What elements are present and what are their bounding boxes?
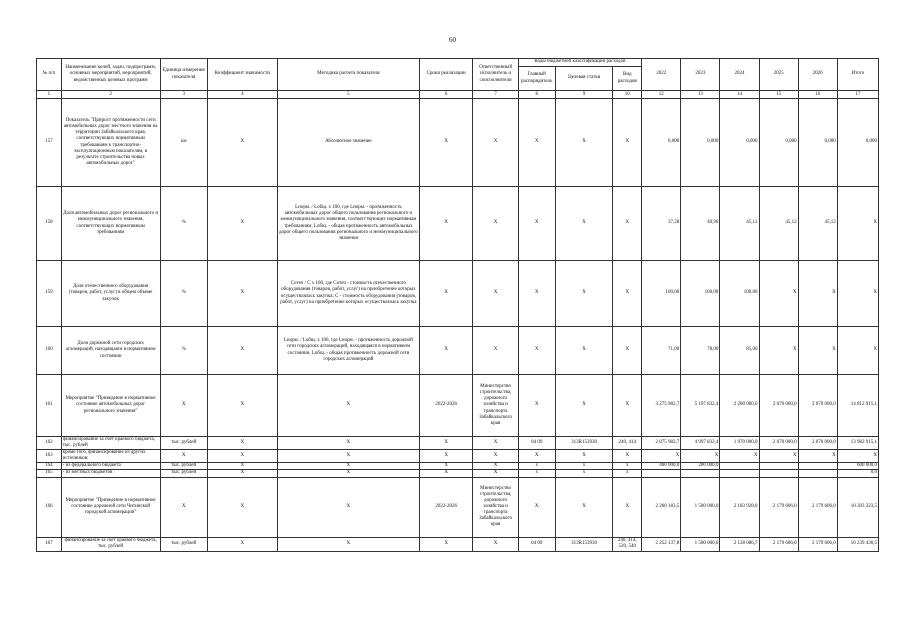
- row-value-2023: 40,96: [681, 187, 720, 261]
- row-responsible: X: [473, 463, 518, 470]
- row-value-2026: [798, 463, 837, 470]
- row-name: Мероприятие "Приведение в нормативное состояние дорожной сети Читинской городской агломерации": [61, 477, 160, 537]
- row-terms: X: [419, 537, 473, 551]
- column-number: 14: [720, 91, 759, 99]
- row-unit: %: [160, 327, 207, 375]
- row-terms: X: [419, 261, 473, 327]
- row-value-2022: 2 252 137,8: [642, 537, 681, 551]
- row-value-2023: [681, 470, 720, 477]
- row-target-article: X: [555, 261, 613, 327]
- column-number: 8: [518, 91, 555, 99]
- row-method: Lнорм. / Lобщ. x 100, где Lнорм. - протяженность автомобильных дорог общего пользования регионального и межмуниципального значения, соответствующих нормативным требованиям, Lобщ. - общая протяженность автомобильных дорог общего пользования регионального и межмуниципального значения: [277, 187, 419, 261]
- column-number: 5: [277, 91, 419, 99]
- row-value-2026: 45,12: [798, 187, 837, 261]
- row-value-2026: 2 179 606,0: [798, 477, 837, 537]
- row-responsible: X: [473, 187, 518, 261]
- row-expense-type: X: [613, 261, 642, 327]
- row-value-2022: 2 875 982,7: [642, 437, 681, 450]
- row-unit: тыс. рублей: [160, 437, 207, 450]
- row-value-2024: [720, 470, 759, 477]
- column-number: 16: [798, 91, 837, 99]
- row-value-2026: X: [798, 450, 837, 463]
- row-expense-type: X: [613, 99, 642, 187]
- row-total: 0,000: [837, 99, 878, 187]
- row-main-manager: X: [518, 477, 555, 537]
- table-row: [37, 437, 879, 450]
- row-method: X: [277, 463, 419, 470]
- row-value-2025: X: [759, 261, 798, 327]
- row-value-2024: 100,00: [720, 261, 759, 327]
- row-responsible: Министерство строительства, дорожного хозяйства и транспорта Забайкальского края: [473, 375, 518, 437]
- row-responsible: X: [473, 99, 518, 187]
- row-method: X: [277, 537, 419, 551]
- row-target-article: 313R153930: [555, 437, 613, 450]
- page-number: 60: [449, 36, 456, 44]
- row-responsible: X: [473, 470, 518, 477]
- row-value-2022: 37,28: [642, 187, 681, 261]
- row-unit: тыс. рублей: [160, 537, 207, 551]
- header-unit: Единица измерения показателя: [160, 59, 207, 91]
- table-row: [37, 99, 879, 187]
- table-row: [37, 450, 879, 463]
- row-number: 164: [37, 463, 62, 470]
- row-value-2023: 1 500 000,0: [681, 477, 720, 537]
- row-main-manager: X: [518, 261, 555, 327]
- row-total: 10 239 436,5: [837, 537, 878, 551]
- row-terms: X: [419, 470, 473, 477]
- row-number: 159: [37, 261, 62, 327]
- row-value-2024: 1 970 000,0: [720, 437, 759, 450]
- row-coefficient: X: [207, 187, 277, 261]
- header-terms: Сроки реализации: [419, 59, 473, 91]
- row-terms: X: [419, 99, 473, 187]
- table-row: [37, 327, 879, 375]
- row-total: 600 000,0: [837, 463, 878, 470]
- row-value-2025: X: [759, 450, 798, 463]
- row-target-article: X: [555, 99, 613, 187]
- row-name: Показатель "Прирост протяженности сети автомобильных дорог местного значения на территории Забайкальского края, соответствующих нормативным требованиям к транспортно-эксплуатационным показателям, в результате строительства новых автомобильных дорог": [61, 99, 160, 187]
- row-name: - из местных бюджетов: [61, 470, 160, 477]
- row-name: финансирование за счет краевого бюджета, тыс. рублей: [61, 437, 160, 450]
- column-number: 1: [37, 91, 62, 99]
- row-value-2023: 200 000,0: [681, 463, 720, 470]
- row-total: X: [837, 450, 878, 463]
- row-coefficient: X: [207, 327, 277, 375]
- row-value-2023: 78,00: [681, 327, 720, 375]
- row-terms: 2022-2026: [419, 477, 473, 537]
- header-target-article: Целевая статья: [555, 67, 613, 91]
- row-terms: X: [419, 463, 473, 470]
- row-expense-type: X: [613, 477, 642, 537]
- column-number: 7: [473, 91, 518, 99]
- row-method: X: [277, 470, 419, 477]
- row-value-2025: 2 179 606,0: [759, 477, 798, 537]
- row-unit: тыс. рублей: [160, 470, 207, 477]
- row-number: 157: [37, 99, 62, 187]
- row-value-2023: 1 500 000,0: [681, 537, 720, 551]
- row-terms: X: [419, 187, 473, 261]
- row-value-2025: [759, 470, 798, 477]
- row-method: Lнорм. / Lобщ. x 100, где Lнорм. - протяженность дорожной сети городских агломераций, находящаяся в нормативном состоянии, Lобщ. - общая протяженность дорожной сети городских агломераций: [277, 327, 419, 375]
- row-value-2024: 2 183 928,0: [720, 477, 759, 537]
- column-number: 3: [160, 91, 207, 99]
- table-row: [37, 470, 879, 477]
- row-main-manager: x: [518, 463, 555, 470]
- row-terms: X: [419, 437, 473, 450]
- header-coefficient: Коэффициент значимости: [207, 59, 277, 91]
- header-year-2025: 2025: [759, 59, 798, 91]
- row-value-2022: [642, 470, 681, 477]
- row-value-2023: 5 197 832,4: [681, 375, 720, 437]
- row-total: X: [837, 327, 878, 375]
- row-unit: %: [160, 261, 207, 327]
- row-expense-type: X: [613, 187, 642, 261]
- row-value-2024: 85,00: [720, 327, 759, 375]
- row-name: кроме того, финансирование из других источников:: [61, 450, 160, 463]
- row-method: X: [277, 477, 419, 537]
- row-total: 0,0: [837, 470, 878, 477]
- table-row: [37, 261, 879, 327]
- row-total: 13 982 915,1: [837, 437, 878, 450]
- column-number: 15: [759, 91, 798, 99]
- row-terms: X: [419, 450, 473, 463]
- row-value-2025: 2 070 000,0: [759, 437, 798, 450]
- row-value-2022: 100,00: [642, 261, 681, 327]
- row-total: 10 303 323,5: [837, 477, 878, 537]
- row-main-manager: X: [518, 327, 555, 375]
- row-number: 166: [37, 477, 62, 537]
- row-coefficient: X: [207, 375, 277, 437]
- row-value-2023: 0,000: [681, 99, 720, 187]
- row-target-article: x: [555, 470, 613, 477]
- row-value-2022: 400 000,0: [642, 463, 681, 470]
- row-value-2026: X: [798, 261, 837, 327]
- row-value-2022: 0,000: [642, 99, 681, 187]
- row-value-2024: 2 128 086,7: [720, 537, 759, 551]
- column-number-row: [37, 91, 879, 99]
- table-row: [37, 463, 879, 470]
- column-number: 6: [419, 91, 473, 99]
- row-unit: км: [160, 99, 207, 187]
- row-main-manager: x: [518, 470, 555, 477]
- row-coefficient: X: [207, 450, 277, 463]
- row-value-2024: X: [720, 450, 759, 463]
- row-name: финансирование за счет краевого бюджета, тыс. рублей: [61, 537, 160, 551]
- row-value-2025: 0,000: [759, 99, 798, 187]
- column-number: 13: [681, 91, 720, 99]
- row-number: 163: [37, 450, 62, 463]
- row-main-manager: X: [518, 450, 555, 463]
- row-coefficient: X: [207, 477, 277, 537]
- row-value-2025: 45,12: [759, 187, 798, 261]
- row-value-2024: 0,000: [720, 99, 759, 187]
- row-total: 14 812 915,1: [837, 375, 878, 437]
- row-responsible: X: [473, 450, 518, 463]
- table-row: [37, 537, 879, 551]
- row-method: Сотеч / С x 100, где Сотеч - стоимость отечественного оборудования (товаров, работ, услуг) на приобретение которых осуществлялась закупка; С - стоимость оборудования (товаров, работ, услуг) на приобретение которых осуществлялась закупка: [277, 261, 419, 327]
- row-value-2022: 3 275 982,7: [642, 375, 681, 437]
- row-value-2025: 2 070 000,0: [759, 375, 798, 437]
- column-number: 2: [61, 91, 160, 99]
- row-target-article: X: [555, 187, 613, 261]
- row-value-2025: [759, 463, 798, 470]
- row-main-manager: 04 09: [518, 437, 555, 450]
- row-value-2022: 2 260 183,5: [642, 477, 681, 537]
- row-expense-type: X: [613, 375, 642, 437]
- row-responsible: X: [473, 437, 518, 450]
- row-expense-type: X: [613, 450, 642, 463]
- row-expense-type: X: [613, 327, 642, 375]
- row-name: Мероприятие "Приведение в нормативное состояние автомобильных дорог регионального значения": [61, 375, 160, 437]
- table-row: [37, 187, 879, 261]
- header-budget-codes: Коды бюджетной классификации расходов: [518, 59, 642, 67]
- row-value-2022: X: [642, 450, 681, 463]
- row-coefficient: X: [207, 261, 277, 327]
- row-value-2022: 71,00: [642, 327, 681, 375]
- header-year-2023: 2023: [681, 59, 720, 91]
- column-number: 4: [207, 91, 277, 99]
- row-main-manager: X: [518, 375, 555, 437]
- table-row: [37, 477, 879, 537]
- header-year-2026: 2026: [798, 59, 837, 91]
- row-name: Доля отечественного оборудования (товаров, работ, услуг) в общем объеме закупок: [61, 261, 160, 327]
- row-expense-type: x: [613, 463, 642, 470]
- header-number: № п/п: [37, 59, 62, 91]
- row-value-2024: [720, 463, 759, 470]
- row-name: Доля дорожной сети городских агломераций, находящаяся в нормативном состоянии: [61, 327, 160, 375]
- row-number: 161: [37, 375, 62, 437]
- row-responsible: X: [473, 261, 518, 327]
- row-target-article: X: [555, 375, 613, 437]
- row-target-article: x: [555, 463, 613, 470]
- header-year-2022: 2022: [642, 59, 681, 91]
- row-number: 162: [37, 437, 62, 450]
- program-indicators-table: [36, 58, 879, 552]
- row-value-2023: 4 997 832,4: [681, 437, 720, 450]
- header-year-2024: 2024: [720, 59, 759, 91]
- row-coefficient: X: [207, 470, 277, 477]
- row-target-article: X: [555, 477, 613, 537]
- row-expense-type: 240, 414: [613, 437, 642, 450]
- row-unit: X: [160, 450, 207, 463]
- row-number: 160: [37, 327, 62, 375]
- header-method: Методика расчета показателя: [277, 59, 419, 91]
- header-responsible: Ответственный исполнитель и соисполнители: [473, 59, 518, 91]
- column-number: 10: [613, 91, 642, 99]
- row-name: - из федерального бюджета: [61, 463, 160, 470]
- row-value-2023: X: [681, 450, 720, 463]
- row-total: X: [837, 187, 878, 261]
- column-number: 9: [555, 91, 613, 99]
- row-responsible: X: [473, 537, 518, 551]
- row-method: X: [277, 375, 419, 437]
- row-value-2026: [798, 470, 837, 477]
- row-method: X: [277, 437, 419, 450]
- column-number: 17: [837, 91, 878, 99]
- row-value-2025: 2 179 606,0: [759, 537, 798, 551]
- row-unit: X: [160, 375, 207, 437]
- row-unit: тыс. рублей: [160, 463, 207, 470]
- row-terms: X: [419, 327, 473, 375]
- row-expense-type: 240, 414, 520, 540: [613, 537, 642, 551]
- row-value-2026: 2 179 606,0: [798, 537, 837, 551]
- row-method: X: [277, 450, 419, 463]
- header-expense-type: Вид расходов: [613, 67, 642, 91]
- column-number: 12: [642, 91, 681, 99]
- header-name: Наименование целей, задач, подпрограмм, основных мероприятий, мероприятий, ведомственных целевых программ: [61, 59, 160, 91]
- row-value-2026: 0,000: [798, 99, 837, 187]
- row-unit: X: [160, 477, 207, 537]
- row-responsible: Министерство строительства, дорожного хозяйства и транспорта Забайкальского края: [473, 477, 518, 537]
- row-main-manager: X: [518, 99, 555, 187]
- row-target-article: X: [555, 450, 613, 463]
- row-coefficient: X: [207, 537, 277, 551]
- row-value-2024: 45,12: [720, 187, 759, 261]
- row-target-article: 313R153930: [555, 537, 613, 551]
- row-name: Доля автомобильных дорог регионального и межмуниципального значения, соответствующих нормативным требованиям: [61, 187, 160, 261]
- row-terms: 2022-2026: [419, 375, 473, 437]
- row-responsible: X: [473, 327, 518, 375]
- header-total: Итого: [837, 59, 878, 91]
- table-row: [37, 375, 879, 437]
- row-number: 158: [37, 187, 62, 261]
- row-unit: %: [160, 187, 207, 261]
- row-coefficient: X: [207, 437, 277, 450]
- header-main-manager: Главный распорядитель: [518, 67, 555, 91]
- row-value-2026: X: [798, 327, 837, 375]
- row-number: 167: [37, 537, 62, 551]
- row-value-2026: 2 070 000,0: [798, 375, 837, 437]
- row-coefficient: X: [207, 99, 277, 187]
- row-total: X: [837, 261, 878, 327]
- row-main-manager: X: [518, 187, 555, 261]
- row-coefficient: X: [207, 463, 277, 470]
- row-value-2025: X: [759, 327, 798, 375]
- row-value-2026: 2 070 000,0: [798, 437, 837, 450]
- row-main-manager: 04 09: [518, 537, 555, 551]
- row-target-article: X: [555, 327, 613, 375]
- row-value-2024: 2 200 000,0: [720, 375, 759, 437]
- row-number: 165: [37, 470, 62, 477]
- row-value-2023: 100,00: [681, 261, 720, 327]
- row-method: Абсолютное значение: [277, 99, 419, 187]
- row-expense-type: x: [613, 470, 642, 477]
